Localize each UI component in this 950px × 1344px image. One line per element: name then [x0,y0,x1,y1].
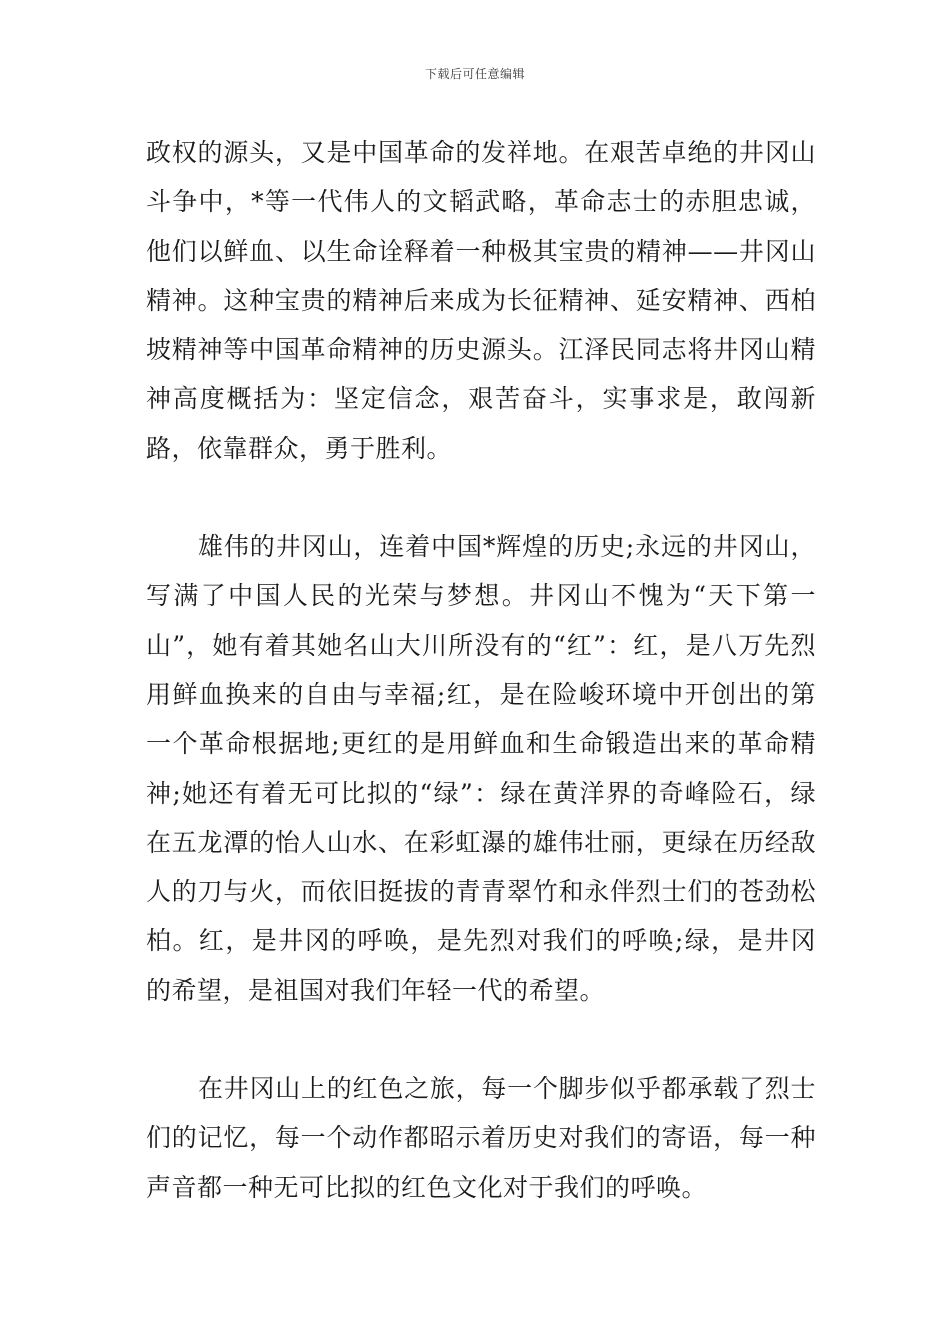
page-header: 下载后可任意编辑 [424,67,525,81]
document-body [146,128,816,1212]
paragraph-jinggangshan-red-green: 雄伟的井冈山，连着中国*辉煌的历史;永远的井冈山，写满了中国人民的光荣与梦想。井冈山不愧为“天下第一山”，她有着其她名山大川所没有的“红”：红，是八万先烈用鲜血换来的自由与幸福;红，是在险峻环境中开创出的第一个革命根据地;更红的是用鲜血和生命锻造出来的革命精神;她还有着无可比拟的“绿”：绿在黄洋界的奇峰险石，绿在五龙潭的怡人山水、在彩虹瀑的雄伟壮丽，更绿在历经敌人的刀与火，而依旧挺拔的青青翠竹和永伴烈士们的苍劲松柏。红，是井冈的呼唤，是先烈对我们的呼唤;绿，是井冈的希望，是祖国对我们年轻一代的希望。 [146,532,816,1005]
paragraph-red-journey: 在井冈山上的红色之旅，每一个脚步似乎都承载了烈士们的记忆，每一个动作都昭示着历史对我们的寄语，每一种声音都一种无可比拟的红色文化对于我们的呼唤。 [146,1074,816,1202]
paragraph-continuation: 政权的源头，又是中国革命的发祥地。在艰苦卓绝的井冈山斗争中，*等一代伟人的文韬武略，革命志士的赤胆忠诚，他们以鲜血、以生命诠释着一种极其宝贵的精神——井冈山精神。这种宝贵的精神后来成为长征精神、延安精神、西柏坡精神等中国革命精神的历史源头。江泽民同志将井冈山精神高度概括为：坚定信念，艰苦奋斗，实事求是，敢闯新路，依靠群众，勇于胜利。 [146,138,816,463]
